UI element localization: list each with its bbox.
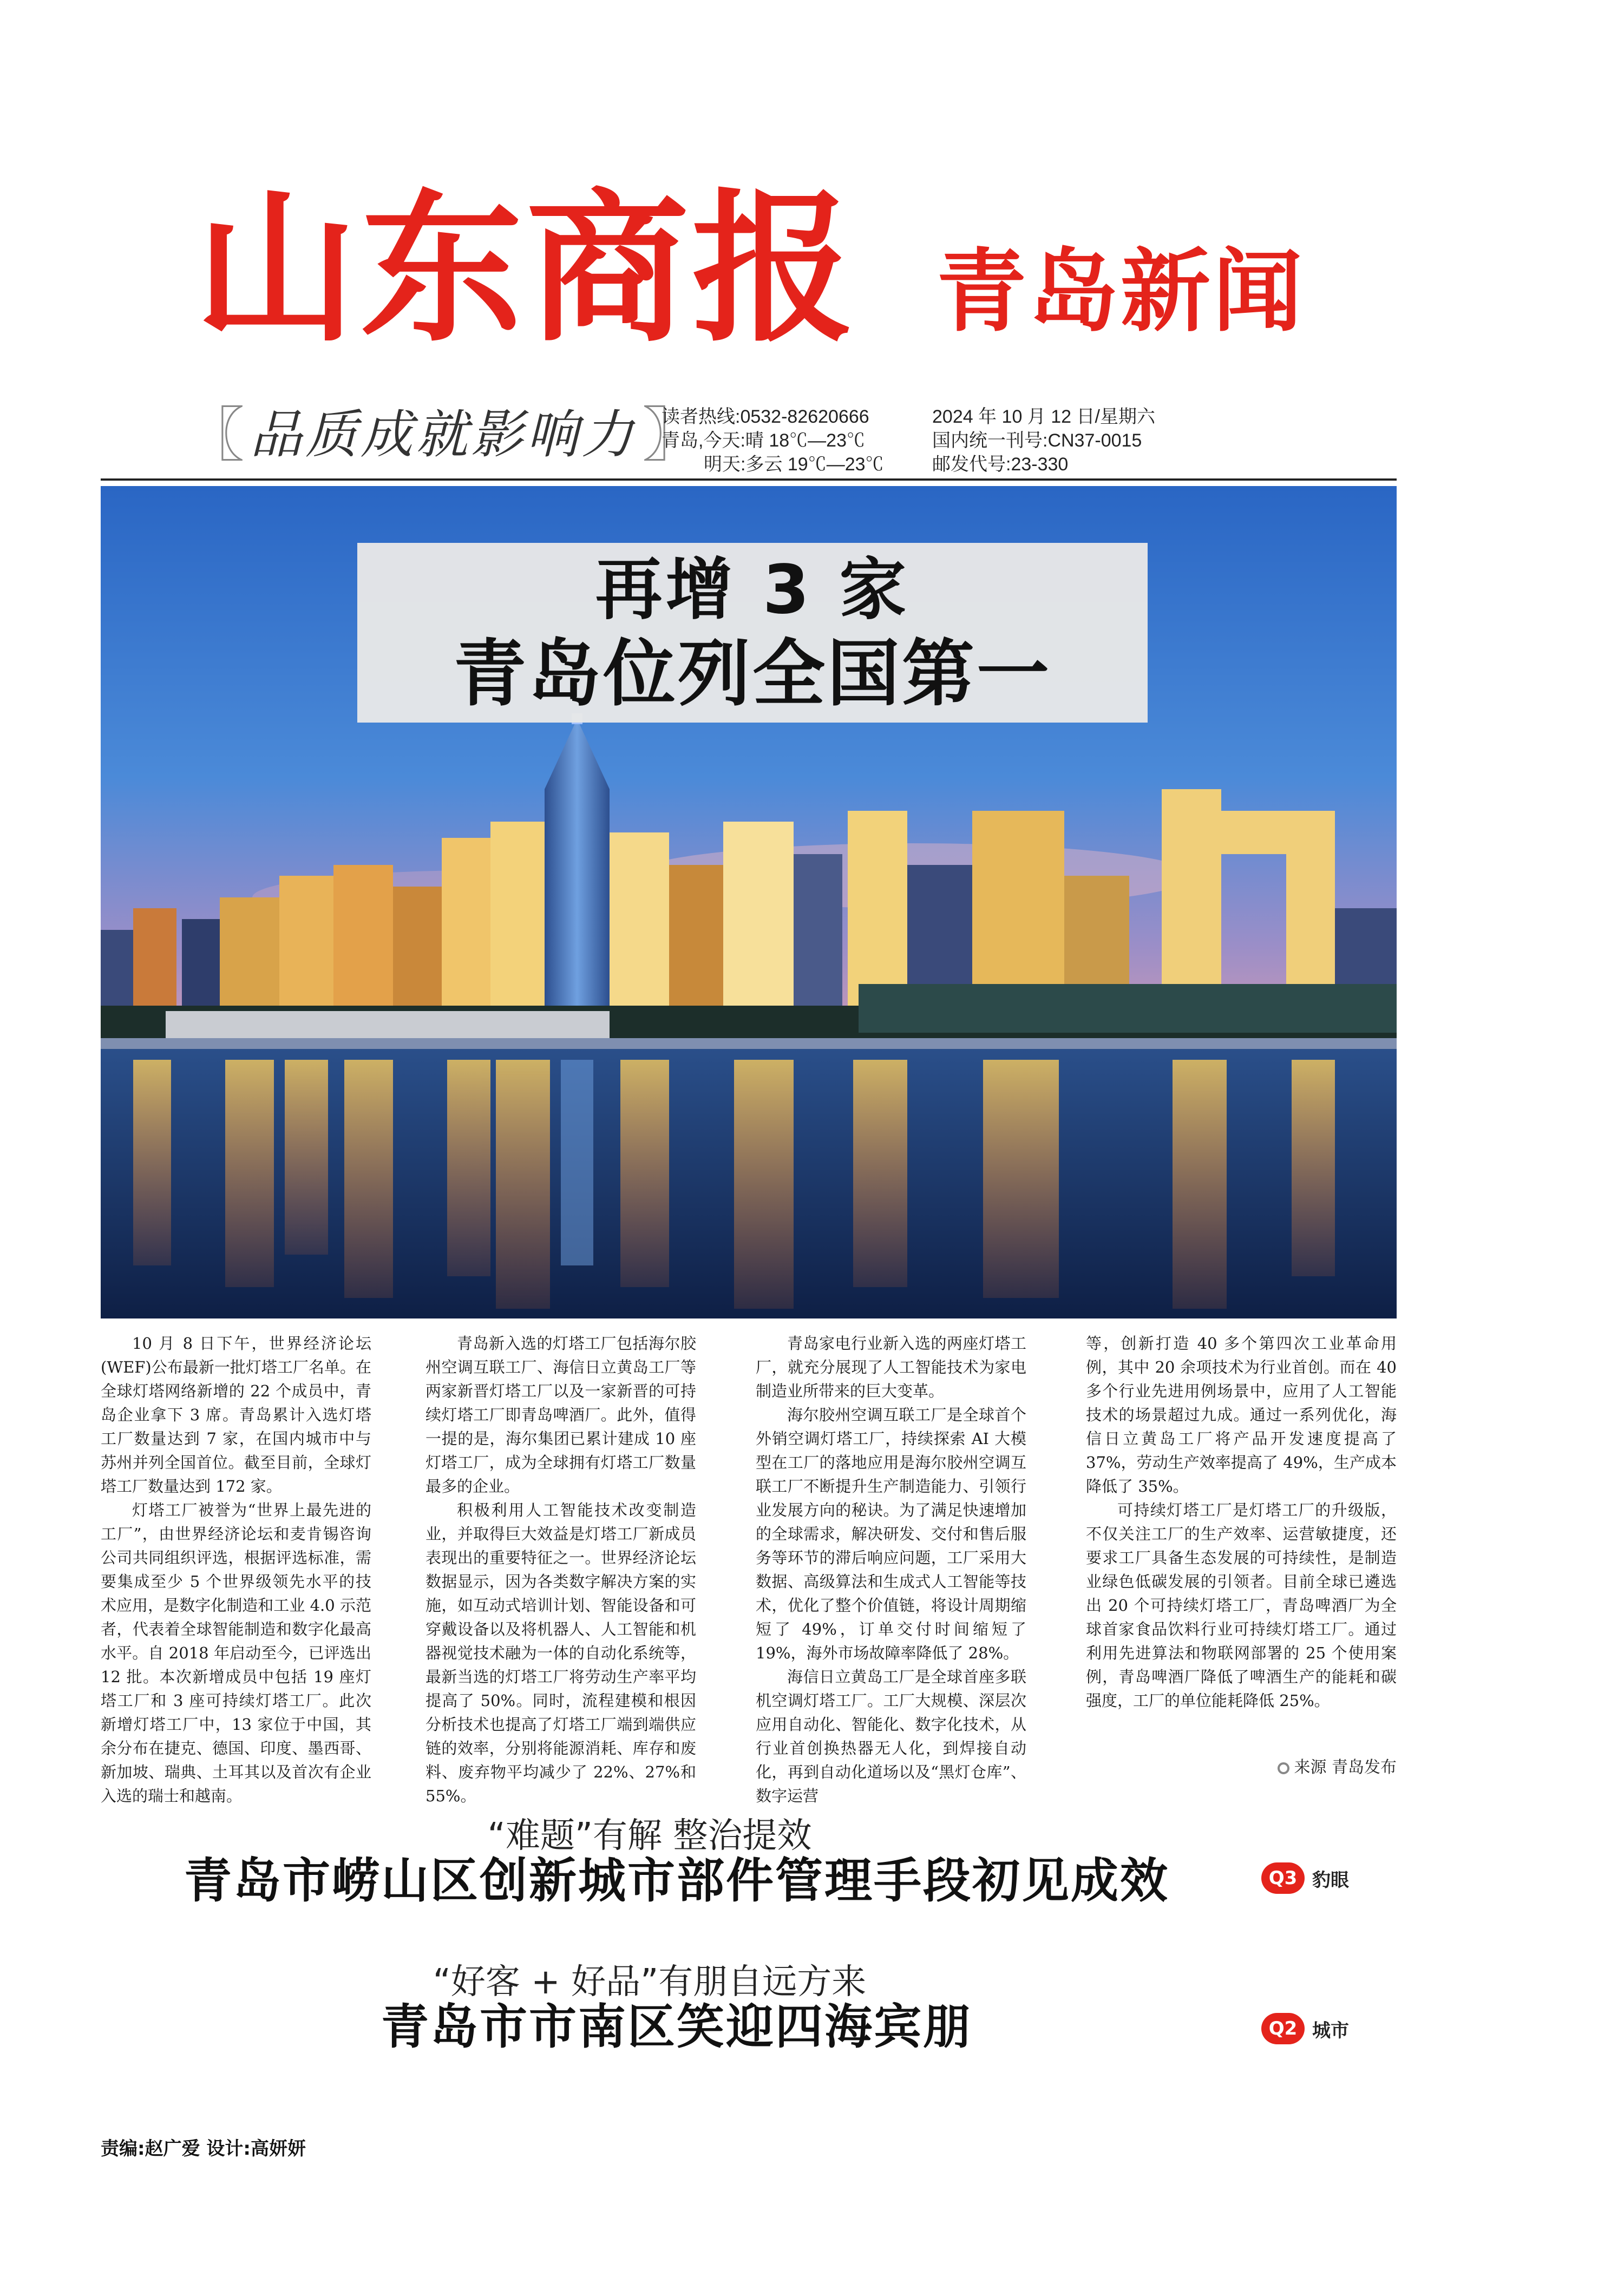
section-label: 豹眼 xyxy=(1312,1869,1349,1891)
bracket-right-icon: 〗 xyxy=(642,401,702,470)
info-left xyxy=(662,405,916,476)
paragraph: 青岛家电行业新入选的两座灯塔工厂，就充分展现了人工智能技术为家电制造业所带来的巨大变革。 xyxy=(756,1334,1026,1400)
page-number-pill: Q2 xyxy=(1261,2013,1305,2044)
page-number-pill: Q3 xyxy=(1261,1862,1305,1894)
article-source xyxy=(1261,1754,1397,1777)
paragraph: 海信日立黄岛工厂是全球首座多联机空调灯塔工厂。工厂大规模、深层次应用自动化、智能化、数字化技术，从行业首创换热器无人化，到焊接自动化，再到自动化道场以及“黑灯仓库”、数字运营 xyxy=(756,1668,1026,1805)
teaser-2-page-badge[interactable] xyxy=(1261,2012,1349,2045)
headline-line1: 再增 3 家 xyxy=(595,551,910,629)
slogan-text: 品质成就影响力 xyxy=(250,404,637,465)
masthead-title: 山东商报 xyxy=(195,175,857,364)
teaser-2-subtitle: “好客 + 好品”有朋自远方来 xyxy=(433,1962,867,2002)
article-column-2 xyxy=(425,1331,696,1805)
paragraph: 可持续灯塔工厂是灯塔工厂的升级版，不仅关注工厂的生产效率、运营敏捷度，还要求工厂具备生态发展的可持续性，是制造业绿色低碳发展的引领者。目前全球已遴选出 20 个可持续灯塔工厂，青岛啤酒厂为全球首家食品饮料行业可持续灯塔工厂。通过利用先进算法和物联网部署的 25 个使用案例，青岛啤酒厂降低了啤酒生产的能耗和碳强度，工厂的单位能耗降低 25%。 xyxy=(1086,1501,1397,1710)
teaser-1-subtitle: “难题”有解 整治提效 xyxy=(487,1816,812,1856)
article-column-4 xyxy=(1086,1331,1397,1743)
paragraph: 海尔胶州空调互联工厂是全球首个外销空调灯塔工厂，持续探索 AI 大模型在工厂的落地应用是海尔胶州空调互联工厂不断提升生产制造能力、引领行业发展方向的秘诀。为了满足快速增加的全球需求，解决研发、交付和售后服务等环节的滞后响应问题，工厂采用大数据、高级算法和生成式人工智能等技术，优化了整个价值链，将设计周期缩短了 49%，订单交付时间缩短了 19%，海外市场故障率降低了 28%。 xyxy=(756,1406,1026,1662)
paragraph: 10 月 8 日下午，世界经济论坛(WEF)公布最新一批灯塔工厂名单。在全球灯塔网络新增的 22 个成员中，青岛企业拿下 3 席。青岛累计入选灯塔工厂数量达到 7 家，在国内城市中与苏州并列全国首位。截至目前，全球灯塔工厂数量达到 172 家。 xyxy=(101,1334,371,1495)
reader-hotline: 读者热线:0532-82620666 xyxy=(662,406,869,427)
editor-credits: 责编:赵广爱 设计:高妍妍 xyxy=(101,2138,306,2160)
article-column-3 xyxy=(756,1331,1026,1805)
info-right xyxy=(932,405,1214,476)
teaser-2-title[interactable]: 青岛市市南区笑迎四海宾朋 xyxy=(381,1999,972,2055)
weather-today: 青岛,今天:晴 18℃—23℃ xyxy=(662,430,865,451)
edition-title: 青岛新闻 xyxy=(937,240,1305,344)
masthead-rule xyxy=(101,478,1397,481)
teaser-1-page-badge[interactable] xyxy=(1261,1862,1349,1894)
paragraph: 等，创新打造 40 多个第四次工业革命用例，其中 20 余项技术为行业首创。而在 40 多个行业先进用例场景中，应用了人工智能技术的场景超过九成。通过一系列优化，海信日立黄岛工厂将产品开发速度提高了 37%，劳动生产效率提高了 49%，生产成本降低了 35%。 xyxy=(1086,1334,1397,1495)
headline-line2: 青岛位列全国第一 xyxy=(453,632,1051,716)
paragraph: 积极利用人工智能技术改变制造业，并取得巨大效益是灯塔工厂新成员表现出的重要特征之一。世界经济论坛数据显示，因为各类数字解决方案的实施，如互动式培训计划、智能设备和可穿戴设备以及将机器人、人工智能和机器视觉技术融为一体的自动化系统等，最新当选的灯塔工厂将劳动生产率平均提高了 50%。同时，流程建模和根因分析技术也提高了灯塔工厂端到端供应链的效率，分别将能源消耗、库存和废料、废弃物平均减少了 22%、27%和 55%。 xyxy=(425,1501,696,1805)
weather-tomorrow: 明天:多云 19℃—23℃ xyxy=(704,454,884,475)
cn-number: 国内统一刊号:CN37-0015 xyxy=(932,430,1142,451)
paragraph: 青岛新入选的灯塔工厂包括海尔胶州空调互联工厂、海信日立黄岛工厂等两家新晋灯塔工厂以及一家新晋的可持续灯塔工厂即青岛啤酒厂。此外，值得一提的是，海尔集团已累计建成 10 座灯塔工厂，成为全球拥有灯塔工厂数量最多的企业。 xyxy=(425,1334,696,1495)
bracket-left-icon: 〖 xyxy=(185,401,245,470)
source-dot-icon xyxy=(1278,1762,1289,1774)
postal-code: 邮发代号:23-330 xyxy=(932,454,1069,475)
slogan xyxy=(185,395,702,470)
paragraph: 灯塔工厂被誉为“世界上最先进的工厂”，由世界经济论坛和麦肯锡咨询公司共同组织评选，根据评选标准，需要集成至少 5 个世界级领先水平的技术应用，是数字化制造和工业 4.0 示范者，代表着全球智能制造和数字化最高水平。自 2018 年启动至今，已评选出 12 批。本次新增成员中包括 19 座灯塔工厂和 3 座可持续灯塔工厂。此次新增灯塔工厂中，13 家位于中国，其余分布在捷克、德国、印度、墨西哥、新加坡、瑞典、土耳其以及首次有企业入选的瑞士和越南。 xyxy=(101,1501,371,1805)
section-label: 城市 xyxy=(1312,2019,1349,2042)
article-column-1 xyxy=(101,1331,371,1805)
headline-box xyxy=(357,543,1148,723)
teaser-1-title[interactable]: 青岛市崂山区创新城市部件管理手段初见成效 xyxy=(184,1853,1169,1908)
source-text: 来源 青岛发布 xyxy=(1294,1758,1397,1777)
issue-date: 2024 年 10 月 12 日/星期六 xyxy=(932,406,1155,427)
